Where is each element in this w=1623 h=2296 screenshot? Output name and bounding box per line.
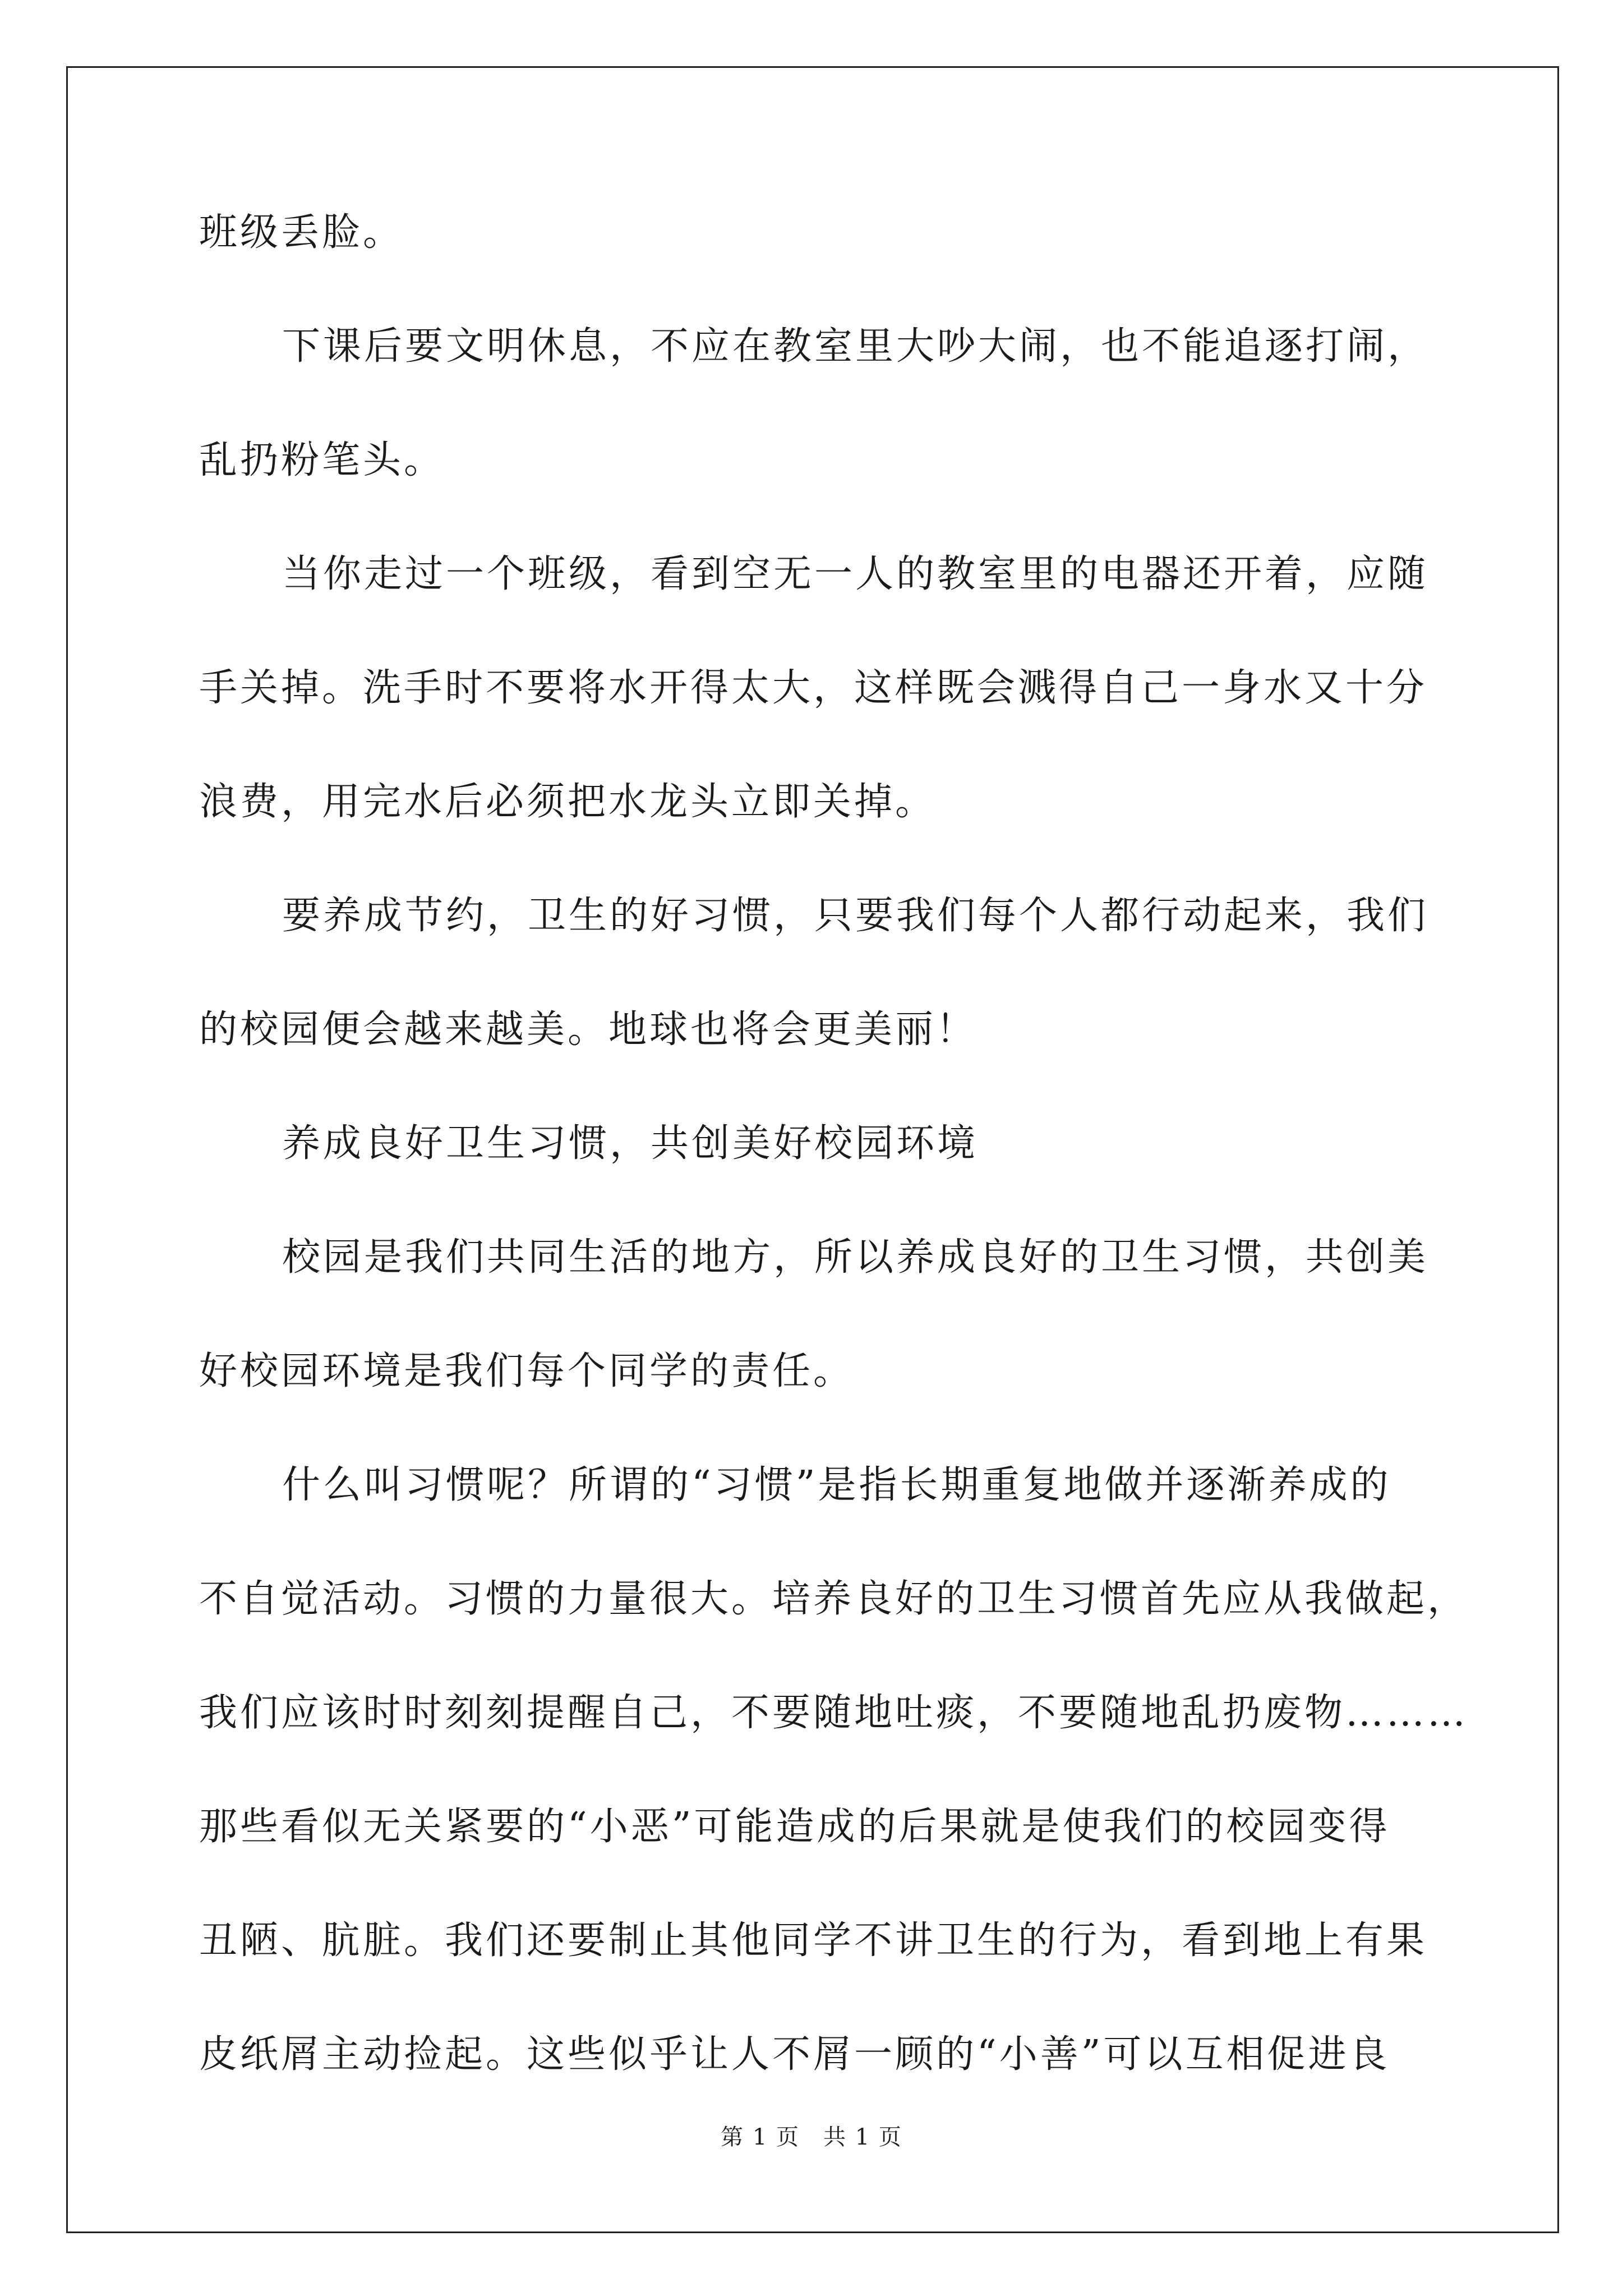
text-line: 班级丢脸。 (199, 210, 404, 255)
text-line: 的校园便会越来越美。地球也将会更美丽！ (199, 1007, 978, 1052)
text-line: 那些看似无关紧要的“小恶”可能造成的后果就是使我们的校园变得 (199, 1805, 1390, 1849)
section-heading: 养成良好卫生习惯，共创美好校园环境 (282, 1121, 979, 1166)
paragraph-line: 校园是我们共同生活的地方，所以养成良好的卫生习惯，共创美 (282, 1235, 1429, 1280)
text-line: 浪费，用完水后必须把水龙头立即关掉。 (199, 780, 937, 824)
text-line: 手关掉。洗手时不要将水开得太大，这样既会溅得自己一身水又十分 (199, 666, 1428, 710)
paragraph-line: 下课后要文明休息，不应在教室里大吵大闹，也不能追逐打闹， (282, 324, 1429, 369)
text-line: 好校园环境是我们每个同学的责任。 (199, 1349, 855, 1393)
paragraph-line: 当你走过一个班级，看到空无一人的教室里的电器还开着，应随 (282, 552, 1429, 596)
paragraph-line: 什么叫习惯呢？所谓的“习惯”是指长期重复地做并逐渐养成的 (282, 1463, 1391, 1507)
paragraph-line: 要养成节约，卫生的好习惯，只要我们每个人都行动起来，我们 (282, 894, 1429, 938)
text-line: 不自觉活动。习惯的力量很大。培养良好的卫生习惯首先应从我做起， (199, 1577, 1469, 1621)
text-line: 我们应该时时刻刻提醒自己，不要随地吐痰，不要随地乱扔废物……… (199, 1691, 1469, 1735)
text-line: 乱扔粉笔头。 (199, 438, 445, 482)
text-line: 皮纸屑主动捡起。这些似乎让人不屑一顾的“小善”可以互相促进良 (199, 2032, 1390, 2077)
page-footer: 第 1 页 共 1 页 (721, 2124, 902, 2150)
text-line: 丑陋、肮脏。我们还要制止其他同学不讲卫生的行为，看到地上有果 (199, 1918, 1428, 1963)
